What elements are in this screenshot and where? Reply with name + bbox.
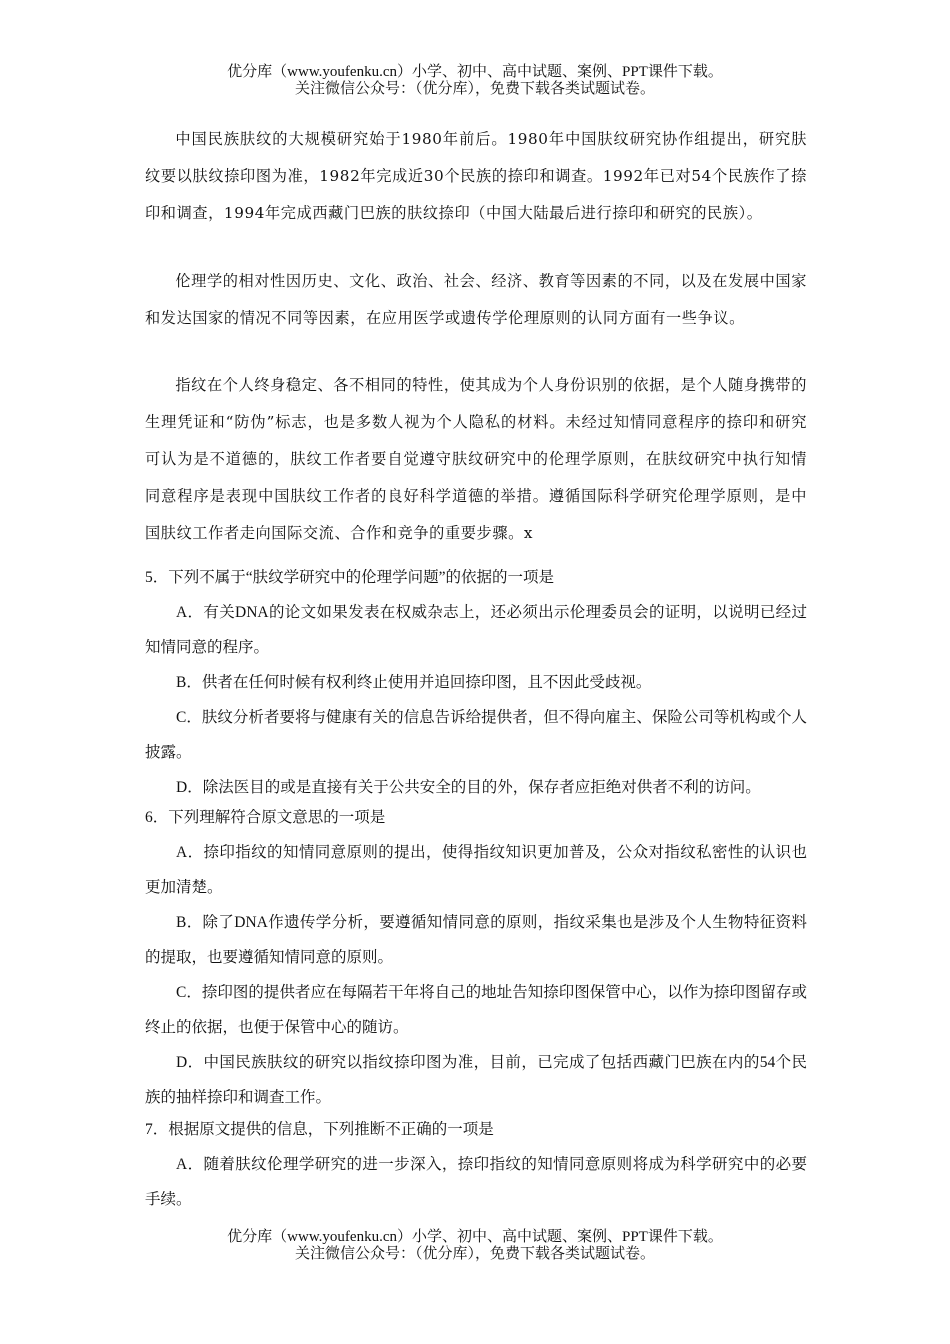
header-line-2: 关注微信公众号：（优分库），免费下载各类试题试卷。: [294, 81, 655, 97]
page-footer: [0, 1229, 950, 1263]
question-7: [145, 1112, 807, 1217]
question-6: [145, 800, 807, 1115]
option-a: A．捺印指纹的知情同意原则的提出，使得指纹知识更加普及，公众对指纹私密性的认识也更加清楚。: [145, 844, 807, 896]
header-line-1: 优分库（www.youfenku.cn）小学、初中、高中试题、案例、PPT课件下载。: [227, 64, 723, 80]
question-stem: 7．根据原文提供的信息，下列推断不正确的一项是: [145, 1121, 494, 1138]
paragraph-text: 中国民族肤纹的大规模研究始于1980年前后。1980年中国肤纹研究协作组提出，研究肤纹要以肤纹捺印图为准，1982年完成近30个民族的捺印和调查。1992年已对54个民族作了捺印和调查，1994年完成西藏门巴族的肤纹捺印（中国大陆最后进行捺印和研究的民族）。: [145, 130, 807, 222]
question-stem: 6．下列理解符合原文意思的一项是: [145, 809, 386, 826]
option-b: B．供者在任何时候有权利终止使用并追回捺印图，且不因此受歧视。: [176, 674, 652, 691]
option-a: A．有关DNA的论文如果发表在权威杂志上，还必须出示伦理委员会的证明，以说明已经过知情同意的程序。: [145, 604, 807, 656]
page-header: [0, 64, 950, 98]
paragraph-text: 伦理学的相对性因历史、文化、政治、社会、经济、教育等因素的不同，以及在发展中国家和发达国家的情况不同等因素，在应用医学或遗传学伦理原则的认同方面有一些争议。: [145, 272, 807, 327]
passage-paragraph-3: [145, 367, 807, 552]
option-d: D．除法医目的或是直接有关于公共安全的目的外，保存者应拒绝对供者不利的访问。: [176, 779, 761, 796]
paragraph-text: 指纹在个人终身稳定、各不相同的特性，使其成为个人身份识别的依据，是个人随身携带的生理凭证和“防伪”标志，也是多数人视为个人隐私的材料。未经过知情同意程序的捺印和研究可认为是不道德的，肤纹工作者要自觉遵守肤纹研究中的伦理学原则，在肤纹研究中执行知情同意程序是表现中国肤纹工作者的良好科学道德的举措。遵循国际科学研究伦理学原则，是中国肤纹工作者走向国际交流、合作和竞争的重要步骤。x: [145, 376, 807, 542]
question-stem: 5．下列不属于“肤纹学研究中的伦理学问题”的依据的一项是: [145, 569, 555, 586]
footer-line-2: 关注微信公众号：（优分库），免费下载各类试题试卷。: [294, 1246, 655, 1262]
option-d: D．中国民族肤纹的研究以指纹捺印图为准，目前，已完成了包括西藏门巴族在内的54个民族的抽样捺印和调查工作。: [145, 1054, 807, 1106]
option-c: C．肤纹分析者要将与健康有关的信息告诉给提供者，但不得向雇主、保险公司等机构或个人披露。: [145, 709, 807, 761]
passage-paragraph-2: [145, 263, 807, 337]
footer-line-1: 优分库（www.youfenku.cn）小学、初中、高中试题、案例、PPT课件下载。: [227, 1229, 723, 1245]
question-5: [145, 560, 807, 805]
option-c: C．捺印图的提供者应在每隔若干年将自己的地址告知捺印图保管中心，以作为捺印图留存或终止的依据，也便于保管中心的随访。: [145, 984, 807, 1036]
option-a: A．随着肤纹伦理学研究的进一步深入，捺印指纹的知情同意原则将成为科学研究中的必要手续。: [145, 1156, 807, 1208]
passage-paragraph-1: [145, 121, 807, 232]
option-b: B．除了DNA作遗传学分析，要遵循知情同意的原则，指纹采集也是涉及个人生物特征资料的提取，也要遵循知情同意的原则。: [145, 914, 807, 966]
